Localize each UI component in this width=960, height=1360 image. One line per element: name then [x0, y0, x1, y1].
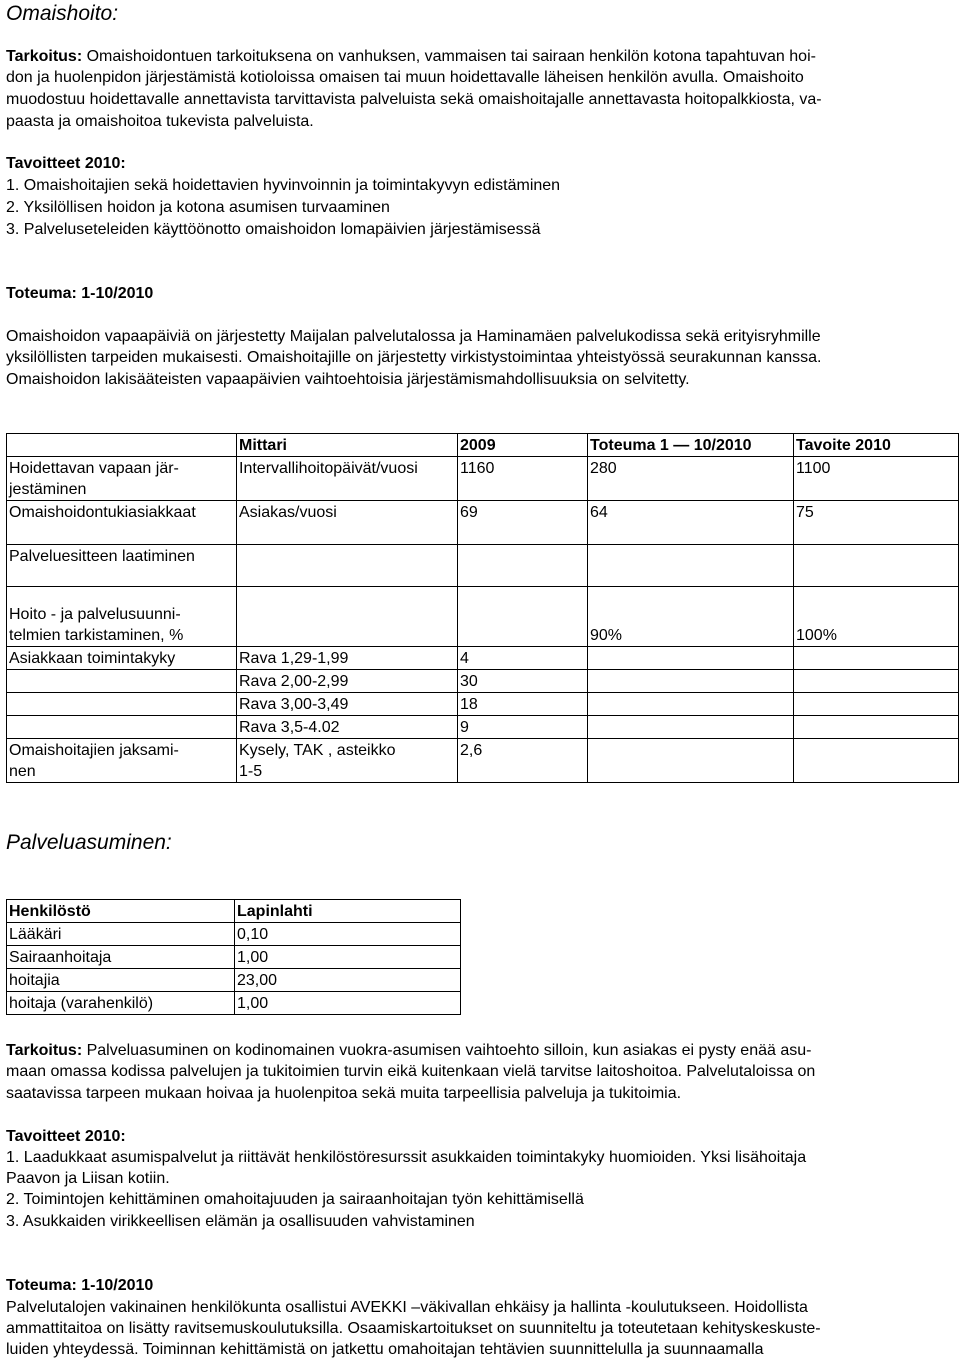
purpose-line: don ja huolenpidon järjestämistä kotioloissa omaisen tai muun hoidettavalle läheisen henkilön avulla. Omaishoito: [6, 69, 804, 86]
table-cell: Kysely, TAK , asteikko 1-5: [237, 739, 458, 783]
table-cell: [794, 739, 959, 783]
table-cell: Palveluesitteen laatiminen: [7, 545, 237, 587]
purpose-label: Tarkoitus:: [6, 1042, 83, 1059]
table-cell: hoitajia: [7, 969, 235, 992]
table-row: [7, 716, 959, 739]
goal-item: 2. Yksilöllisen hoidon ja kotona asumisen turvaaminen: [6, 199, 390, 216]
table-cell: [588, 716, 794, 739]
goal-item: Paavon ja Liisan kotiin.: [6, 1170, 170, 1187]
table-cell: Rava 3,5-4.02: [237, 716, 458, 739]
table-header-cell: Toteuma 1 — 10/2010: [588, 434, 794, 457]
results-line: Omaishoidon vapaapäiviä on järjestetty Maijalan palvelutalossa ja Haminamäen palvelukodissa sekä erityisryhmille: [6, 328, 821, 345]
table-header-row: [7, 434, 959, 457]
table-cell: 2,6: [458, 739, 588, 783]
table-cell: 1100: [794, 457, 959, 501]
table-cell: [794, 693, 959, 716]
purpose-line: Omaishoidontuen tarkoituksena on vanhuksen, vammaisen tai sairaan henkilön kotona tapahtuvan hoi-: [82, 48, 816, 65]
results-line: yksilöllisten tarpeiden mukaisesti. Omaishoitajille on järjestetty virkistystoimintaa yhteistyössä seurakunnan kanssa.: [6, 349, 822, 366]
table-cell: 18: [458, 693, 588, 716]
table-cell: [588, 647, 794, 670]
table-cell: [588, 693, 794, 716]
metrics-table: [6, 433, 959, 783]
table-row: [7, 545, 959, 587]
table-header-cell: 2009: [458, 434, 588, 457]
table-row: [7, 946, 461, 969]
goal-item: 3. Asukkaiden virikkeellisen elämän ja osallisuuden vahvistaminen: [6, 1213, 475, 1230]
goal-item: 2. Toimintojen kehittäminen omahoitajuuden ja sairaanhoitajan työn kehittämisellä: [6, 1191, 584, 1208]
purpose-line: saatavissa tarpeen mukaan hoivaa ja huolenpitoa sekä muita tarpeellisia palveluja ja tukitoimia.: [6, 1085, 682, 1102]
table-cell: Omaishoidontukiasiakkaat: [7, 501, 237, 545]
purpose-line: Palveluasuminen on kodinomainen vuokra-asumisen vaihtoehto silloin, kun asiakas ei pysty enää asu-: [82, 1042, 812, 1059]
goal-item: 1. Laadukkaat asumispalvelut ja riittävät henkilöstöresurssit asukkaiden toimintakyky huomioiden. Yksi lisähoitaja: [6, 1149, 807, 1166]
purpose-line: paasta ja omaishoitoa tukevista palveluista.: [6, 113, 314, 130]
table-cell: [7, 670, 237, 693]
table-cell: 90%: [588, 587, 794, 647]
table-cell: 4: [458, 647, 588, 670]
purpose-paragraph-1: [6, 46, 816, 67]
table-cell: 9: [458, 716, 588, 739]
table-cell: hoitaja (varahenkilö): [7, 992, 235, 1015]
goals-heading: Tavoitteet 2010:: [6, 155, 126, 172]
table-cell: Intervallihoitopäivät/vuosi: [237, 457, 458, 501]
table-cell: 0,10: [235, 923, 461, 946]
table-row: [7, 647, 959, 670]
table-cell: 280: [588, 457, 794, 501]
table-cell: 100%: [794, 587, 959, 647]
goal-item: 1. Omaishoitajien sekä hoidettavien hyvinvoinnin ja toimintakyvyn edistäminen: [6, 177, 561, 194]
table-header-row: [7, 900, 461, 923]
table-cell: [794, 670, 959, 693]
table-row: [7, 969, 461, 992]
table-header-cell: Mittari: [237, 434, 458, 457]
purpose-label: Tarkoitus:: [6, 48, 83, 65]
table-cell: [7, 693, 237, 716]
section-title-omaishoito: Omaishoito:: [6, 2, 119, 25]
table-cell: 23,00: [235, 969, 461, 992]
table-row: [7, 501, 959, 545]
table-cell: Rava 1,29-1,99: [237, 647, 458, 670]
table-cell: [794, 647, 959, 670]
table-cell: Hoidettavan vapaan jär- jestäminen: [7, 457, 237, 501]
results-line: luiden yhteydessä. Toiminnan kehittämistä on jatkettu omahoitajan tehtävien suunnittelulla ja suunnaamalla: [6, 1341, 764, 1358]
table-row: [7, 923, 461, 946]
table-row: [7, 670, 959, 693]
table-cell: [794, 545, 959, 587]
table-row: [7, 992, 461, 1015]
purpose-line: maan omassa kodissa palvelujen ja tukitoimien turvin eikä kuitenkaan vielä tarvitse laitoshoitoa. Palvelutaloissa on: [6, 1063, 816, 1080]
table-cell: 1,00: [235, 992, 461, 1015]
purpose-paragraph-2: [6, 1040, 811, 1061]
table-cell: Omaishoitajien jaksami- nen: [7, 739, 237, 783]
table-cell: [7, 716, 237, 739]
table-cell: Rava 2,00-2,99: [237, 670, 458, 693]
section-title-palveluasuminen: Palveluasuminen:: [6, 831, 172, 854]
purpose-line: muodostuu hoidettavalle annettavista tarvittavista palveluista sekä omaishoitajalle annettavasta hoitopalkkiosta, va-: [6, 91, 822, 108]
table-cell: 1160: [458, 457, 588, 501]
table-cell: [794, 716, 959, 739]
results-heading: Toteuma: 1-10/2010: [6, 1277, 154, 1294]
table-cell: 30: [458, 670, 588, 693]
table-row: [7, 693, 959, 716]
results-line: ammattitaitoa on lisätty ravitsemuskoulutuksilla. Osaamiskartoitukset on suunniteltu ja toteutetaan kehityskeskuste-: [6, 1320, 821, 1337]
table-cell: Hoito - ja palvelusuunni- telmien tarkistaminen, %: [7, 587, 237, 647]
table-row: [7, 457, 959, 501]
table-cell: Lääkäri: [7, 923, 235, 946]
goal-item: 3. Palveluseteleiden käyttöönotto omaishoidon lomapäivien järjestämisessä: [6, 221, 541, 238]
table-row: [7, 739, 959, 783]
table-row: [7, 587, 959, 647]
table-header-cell: Henkilöstö: [7, 900, 235, 923]
table-cell: [458, 545, 588, 587]
table-cell: [237, 545, 458, 587]
table-cell: [588, 670, 794, 693]
staff-table: [6, 899, 461, 1015]
goals-heading: Tavoitteet 2010:: [6, 1128, 126, 1145]
table-cell: 75: [794, 501, 959, 545]
table-cell: [588, 739, 794, 783]
table-cell: [588, 545, 794, 587]
table-cell: Asiakas/vuosi: [237, 501, 458, 545]
results-line: Palvelutalojen vakinainen henkilökunta osallistui AVEKKI –väkivallan ehkäisy ja hallinta -koulutukseen. Hoidollista: [6, 1299, 808, 1316]
table-header-cell: Lapinlahti: [235, 900, 461, 923]
table-cell: Rava 3,00-3,49: [237, 693, 458, 716]
table-cell: 69: [458, 501, 588, 545]
table-header-cell: Tavoite 2010: [794, 434, 959, 457]
table-cell: Asiakkaan toimintakyky: [7, 647, 237, 670]
results-line: Omaishoidon lakisääteisten vapaapäivien vaihtoehtoisia järjestämismahdollisuuksia on selvitetty.: [6, 371, 690, 388]
results-heading: Toteuma: 1-10/2010: [6, 285, 154, 302]
table-cell: 1,00: [235, 946, 461, 969]
table-cell: 64: [588, 501, 794, 545]
table-cell: Sairaanhoitaja: [7, 946, 235, 969]
table-header-cell: [7, 434, 237, 457]
table-cell: [237, 587, 458, 647]
table-cell: [458, 587, 588, 647]
